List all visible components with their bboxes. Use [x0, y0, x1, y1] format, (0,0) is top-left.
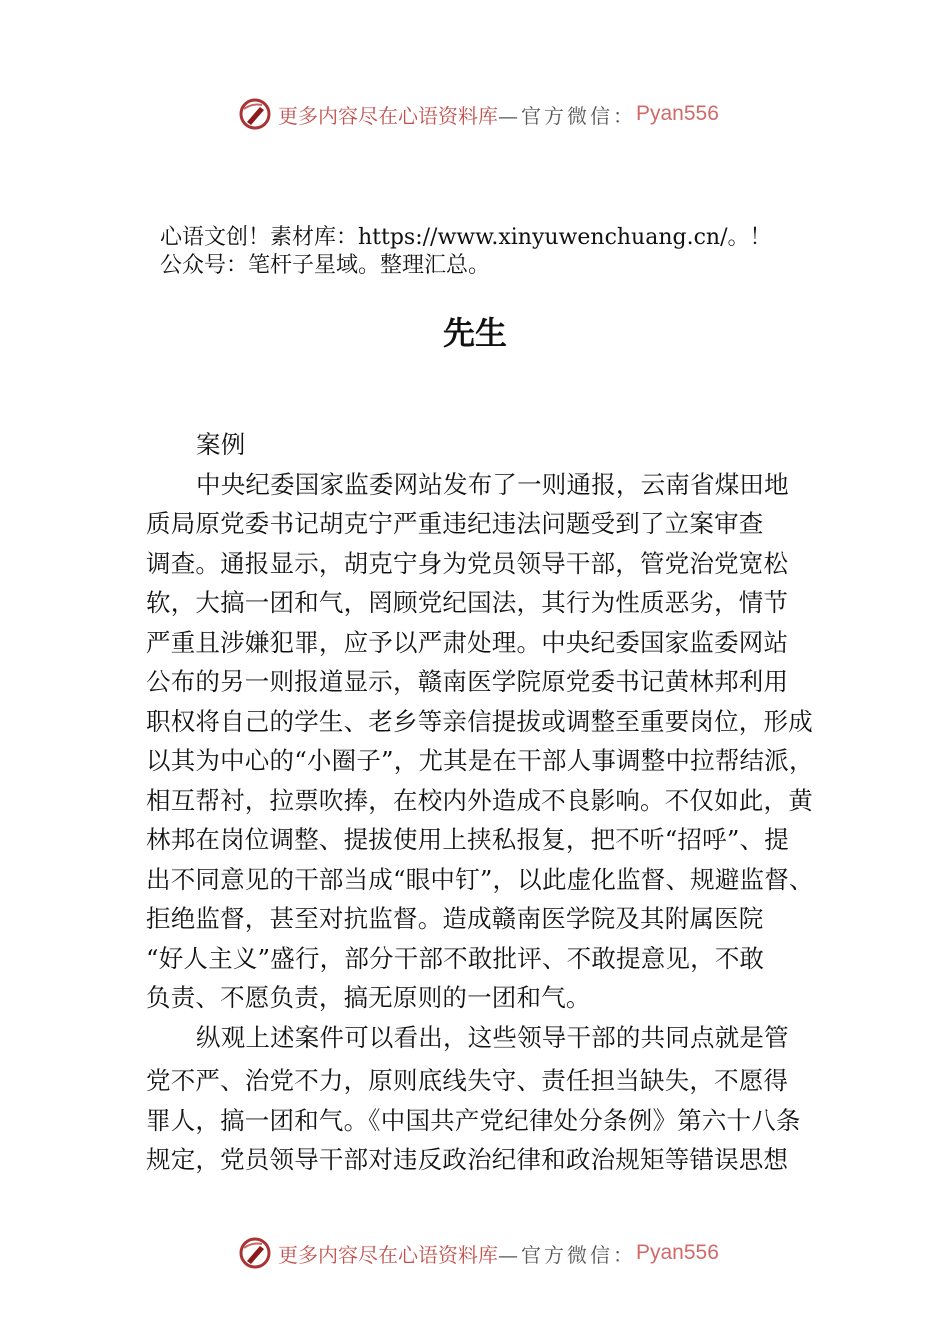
section-heading: 案例	[196, 430, 246, 459]
paragraph-line: 软，大搞一团和气，罔顾党纪国法，其行为性质恶劣，情节	[146, 588, 789, 617]
paragraph-line: 拒绝监督，甚至对抗监督。造成赣南医学院及其附属医院	[146, 904, 764, 933]
watermark-wechat-id: Pyan556	[636, 102, 719, 125]
watermark-wechat-label: —官方微信：	[498, 103, 636, 128]
paragraph-line: 严重且涉嫌犯罪，应予以严肃处理。中央纪委国家监委网站	[146, 628, 789, 657]
paragraph-line: 相互帮衬，拉票吹捧，在校内外造成不良影响。不仅如此，黄	[146, 786, 813, 815]
pen-logo-icon	[238, 1236, 272, 1270]
paragraph-line: 罪人，搞一团和气。《中国共产党纪律处分条例》第六十八条	[146, 1106, 801, 1135]
watermark-text: 更多内容尽在心语资料库	[278, 103, 498, 128]
pen-logo-icon	[238, 97, 272, 131]
watermark-wechat-label: —官方微信：	[498, 1242, 636, 1267]
paragraph-line: “好人主义”盛行，部分干部不敢批评、不敢提意见，不敢	[146, 944, 765, 973]
paragraph-line: 林邦在岗位调整、提拔使用上挟私报复，把不听“招呼”、提	[146, 825, 789, 854]
paragraph-line: 职权将自己的学生、老乡等亲信提拔或调整至重要岗位，形成	[146, 707, 813, 736]
paragraph-line: 调查。通报显示，胡克宁身为党员领导干部，管党治党宽松	[146, 549, 789, 578]
paragraph-line: 以其为中心的“小圈子”，尤其是在干部人事调整中拉帮结派，	[146, 746, 814, 775]
footer-watermark	[238, 1233, 719, 1273]
paragraph-line: 规定，党员领导干部对违反政治纪律和政治规矩等错误思想	[146, 1145, 789, 1174]
paragraph-line: 出不同意见的干部当成“眼中钉”，以此虚化监督、规避监督、	[146, 865, 814, 894]
source-line-2: 公众号：笔杆子星域。整理汇总。	[160, 253, 491, 278]
paragraph-line: 党不严、治党不力，原则底线失守、责任担当缺失，不愿得	[146, 1066, 789, 1095]
paragraph-line: 中央纪委国家监委网站发布了一则通报，云南省煤田地	[196, 470, 789, 499]
paragraph-line: 质局原党委书记胡克宁严重违纪违法问题受到了立案审查	[146, 509, 764, 538]
paragraph-line: 负责、不愿负责，搞无原则的一团和气。	[146, 983, 591, 1012]
header-watermark	[238, 94, 719, 134]
document-title: 先生	[442, 314, 507, 352]
watermark-text: 更多内容尽在心语资料库	[278, 1242, 498, 1267]
source-line-1: 心语文创！素材库：https://www.xinyuwenchuang.cn/。！	[160, 225, 772, 250]
paragraph-line: 纵观上述案件可以看出，这些领导干部的共同点就是管	[196, 1023, 789, 1052]
paragraph-line: 公布的另一则报道显示，赣南医学院原党委书记黄林邦利用	[146, 667, 789, 696]
watermark-wechat-id: Pyan556	[636, 1241, 719, 1264]
